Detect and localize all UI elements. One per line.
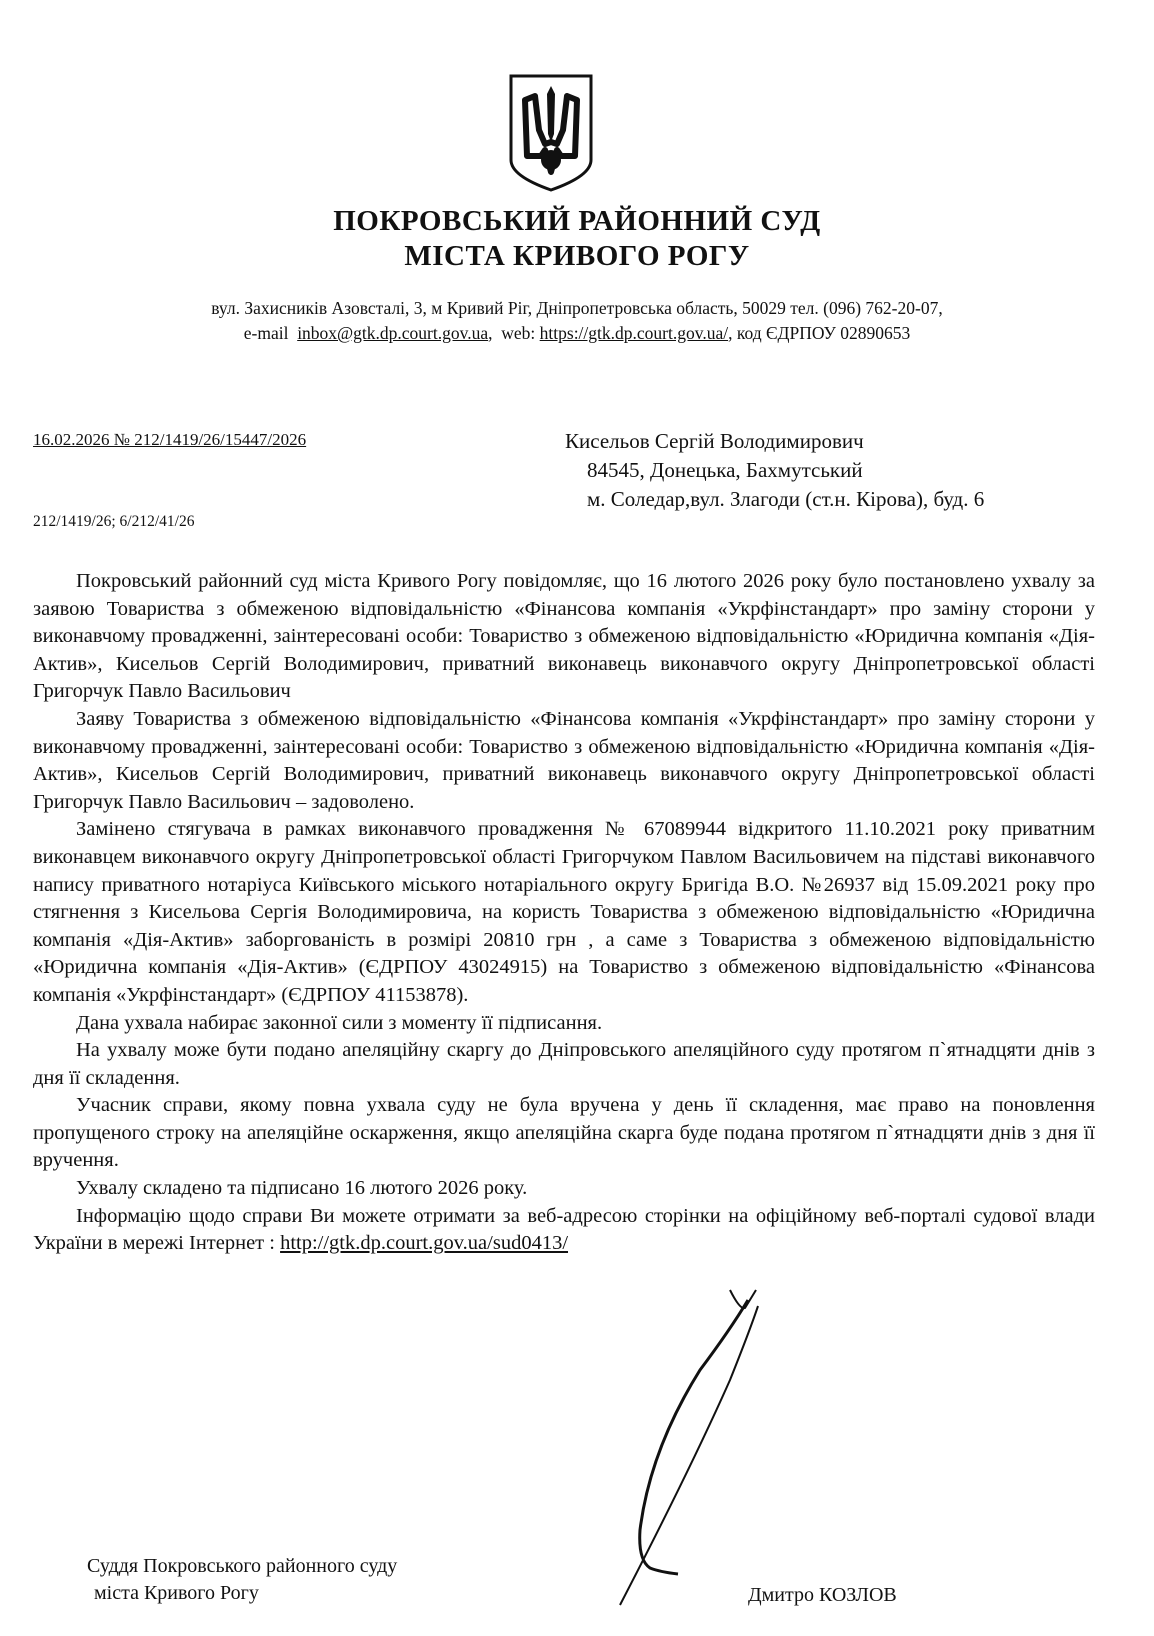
body-paragraph: Дана ухвала набирає законної сили з моменту її підписання. (76, 1011, 603, 1034)
edrpou-code: код ЄДРПОУ 02890653 (736, 323, 911, 343)
addressee-name: Кисельов Сергій Володимирович (565, 429, 864, 453)
addressee-address-line: 84545, Донецька, Бахмутський (587, 458, 863, 482)
court-name-line2: МІСТА КРИВОГО РОГУ (404, 240, 750, 272)
email-label: e-mail (243, 323, 289, 343)
info-text: Інформацію щодо справи Ви можете отримати за веб-адресою сторінки на офіційному веб-порталі судової влади України в мережі Інтернет : (33, 1204, 1095, 1255)
body-paragraph: На ухвалу може бути подано апеляційну скаргу до Дніпровського апеляційного суду протягом п`ятнадцяти днів з дня її складення. (33, 1039, 1095, 1089)
body-paragraph: Замінено стягувача в рамках виконавчого провадження № 67089944 відкритого 11.10.2021 року приватним виконавцем виконавчого округу Дніпропетровської області Григорчуком Павлом Васильовичем на підставі виконавчого напису приватного нотаріуса Київського міського нотаріального округу Бригіда В.О. №26937 від 15.09.2021 року про стягнення з Кисельова Сергія Володимировича, на користь Товариства з обмеженою відповідальністю «Юридична компанія «Дія-Актив» заборгованість в розмірі 20810 грн , а саме з Товариства з обмеженою відповідальністю «Юридична компанія «Дія-Актив» (ЄДРПОУ 43024915) на Товариство з обмеженою відповідальністю «Фінансова компанія «Укрфінстандарт» (ЄДРПОУ 41153878). (33, 818, 1095, 1006)
body-paragraph: Заяву Товариства з обмеженою відповідальністю «Фінансова компанія «Укрфінстандарт» про заміну сторони у виконавчому провадженні, заінтересовані особи: Товариство з обмеженою відповідальністю «Юридична компанія «Дія-Актив», Кисельов Сергій Володимирович, приватний виконавець виконавчого округу Дніпропетровської області Григорчук Павло Васильович – задоволено. (33, 707, 1095, 813)
judge-name: Дмитро КОЗЛОВ (748, 1584, 897, 1606)
body-paragraph: Покровський районний суд міста Кривого Рогу повідомляє, що 16 лютого 2026 року було постановлено ухвалу за заявою Товариства з обмеженою відповідальністю «Фінансова компанія «Укрфінстандарт» про заміну сторони у виконавчому провадженні, заінтересовані особи: Товариство з обмеженою відповідальністю «Юридична компанія «Дія-Актив», Кисельов Сергій Володимирович, приватний виконавець виконавчого округу Дніпропетровської області Григорчук Павло Васильович (33, 570, 1095, 703)
court-address: вул. Захисників Азовсталі, 3, м Кривий Ріг, Дніпропетровська область, 50029 тел. (096) 762-20-07, (211, 298, 943, 318)
handwritten-signature-icon (580, 1250, 770, 1620)
judge-position-line2: міста Кривого Рогу (94, 1582, 259, 1604)
body-paragraph: Ухвалу складено та підписано 16 лютого 2026 року. (76, 1177, 528, 1200)
letter-body (33, 568, 1095, 1258)
case-info-link[interactable]: http://gtk.dp.court.gov.ua/sud0413/ (280, 1232, 569, 1255)
info-paragraph (33, 1203, 1095, 1258)
addressee-block (565, 427, 984, 514)
judge-position (87, 1553, 397, 1607)
outgoing-date-number: 16.02.2026 № 212/1419/26/15447/2026 (33, 430, 307, 449)
addressee-address-line: м. Соледар,вул. Злагоди (ст.н. Кірова), буд. 6 (587, 487, 985, 511)
judge-position-line1: Суддя Покровського районного суду (87, 1555, 398, 1577)
coat-of-arms-icon (505, 72, 597, 194)
court-name-line1: ПОКРОВСЬКИЙ РАЙОННИЙ СУД (333, 205, 821, 237)
court-contacts: e-mail inbox@gtk.dp.court.gov.ua, web: https://gtk.dp.court.gov.ua/, код ЄДРПОУ 02890653 (243, 323, 911, 343)
body-paragraph: Учасник справи, якому повна ухвала суду не була вручена у день її складення, має право на поновлення пропущеного строку на апеляційне оскарження, якщо апеляційна скарга буде подана протягом п`ятнадцяти днів з дня її вручення. (33, 1094, 1095, 1172)
website-link[interactable]: https://gtk.dp.court.gov.ua/ (539, 323, 729, 343)
web-label: web: (501, 323, 536, 343)
email-link[interactable]: inbox@gtk.dp.court.gov.ua (297, 323, 489, 343)
case-numbers: 212/1419/26; 6/212/41/26 (33, 513, 195, 530)
